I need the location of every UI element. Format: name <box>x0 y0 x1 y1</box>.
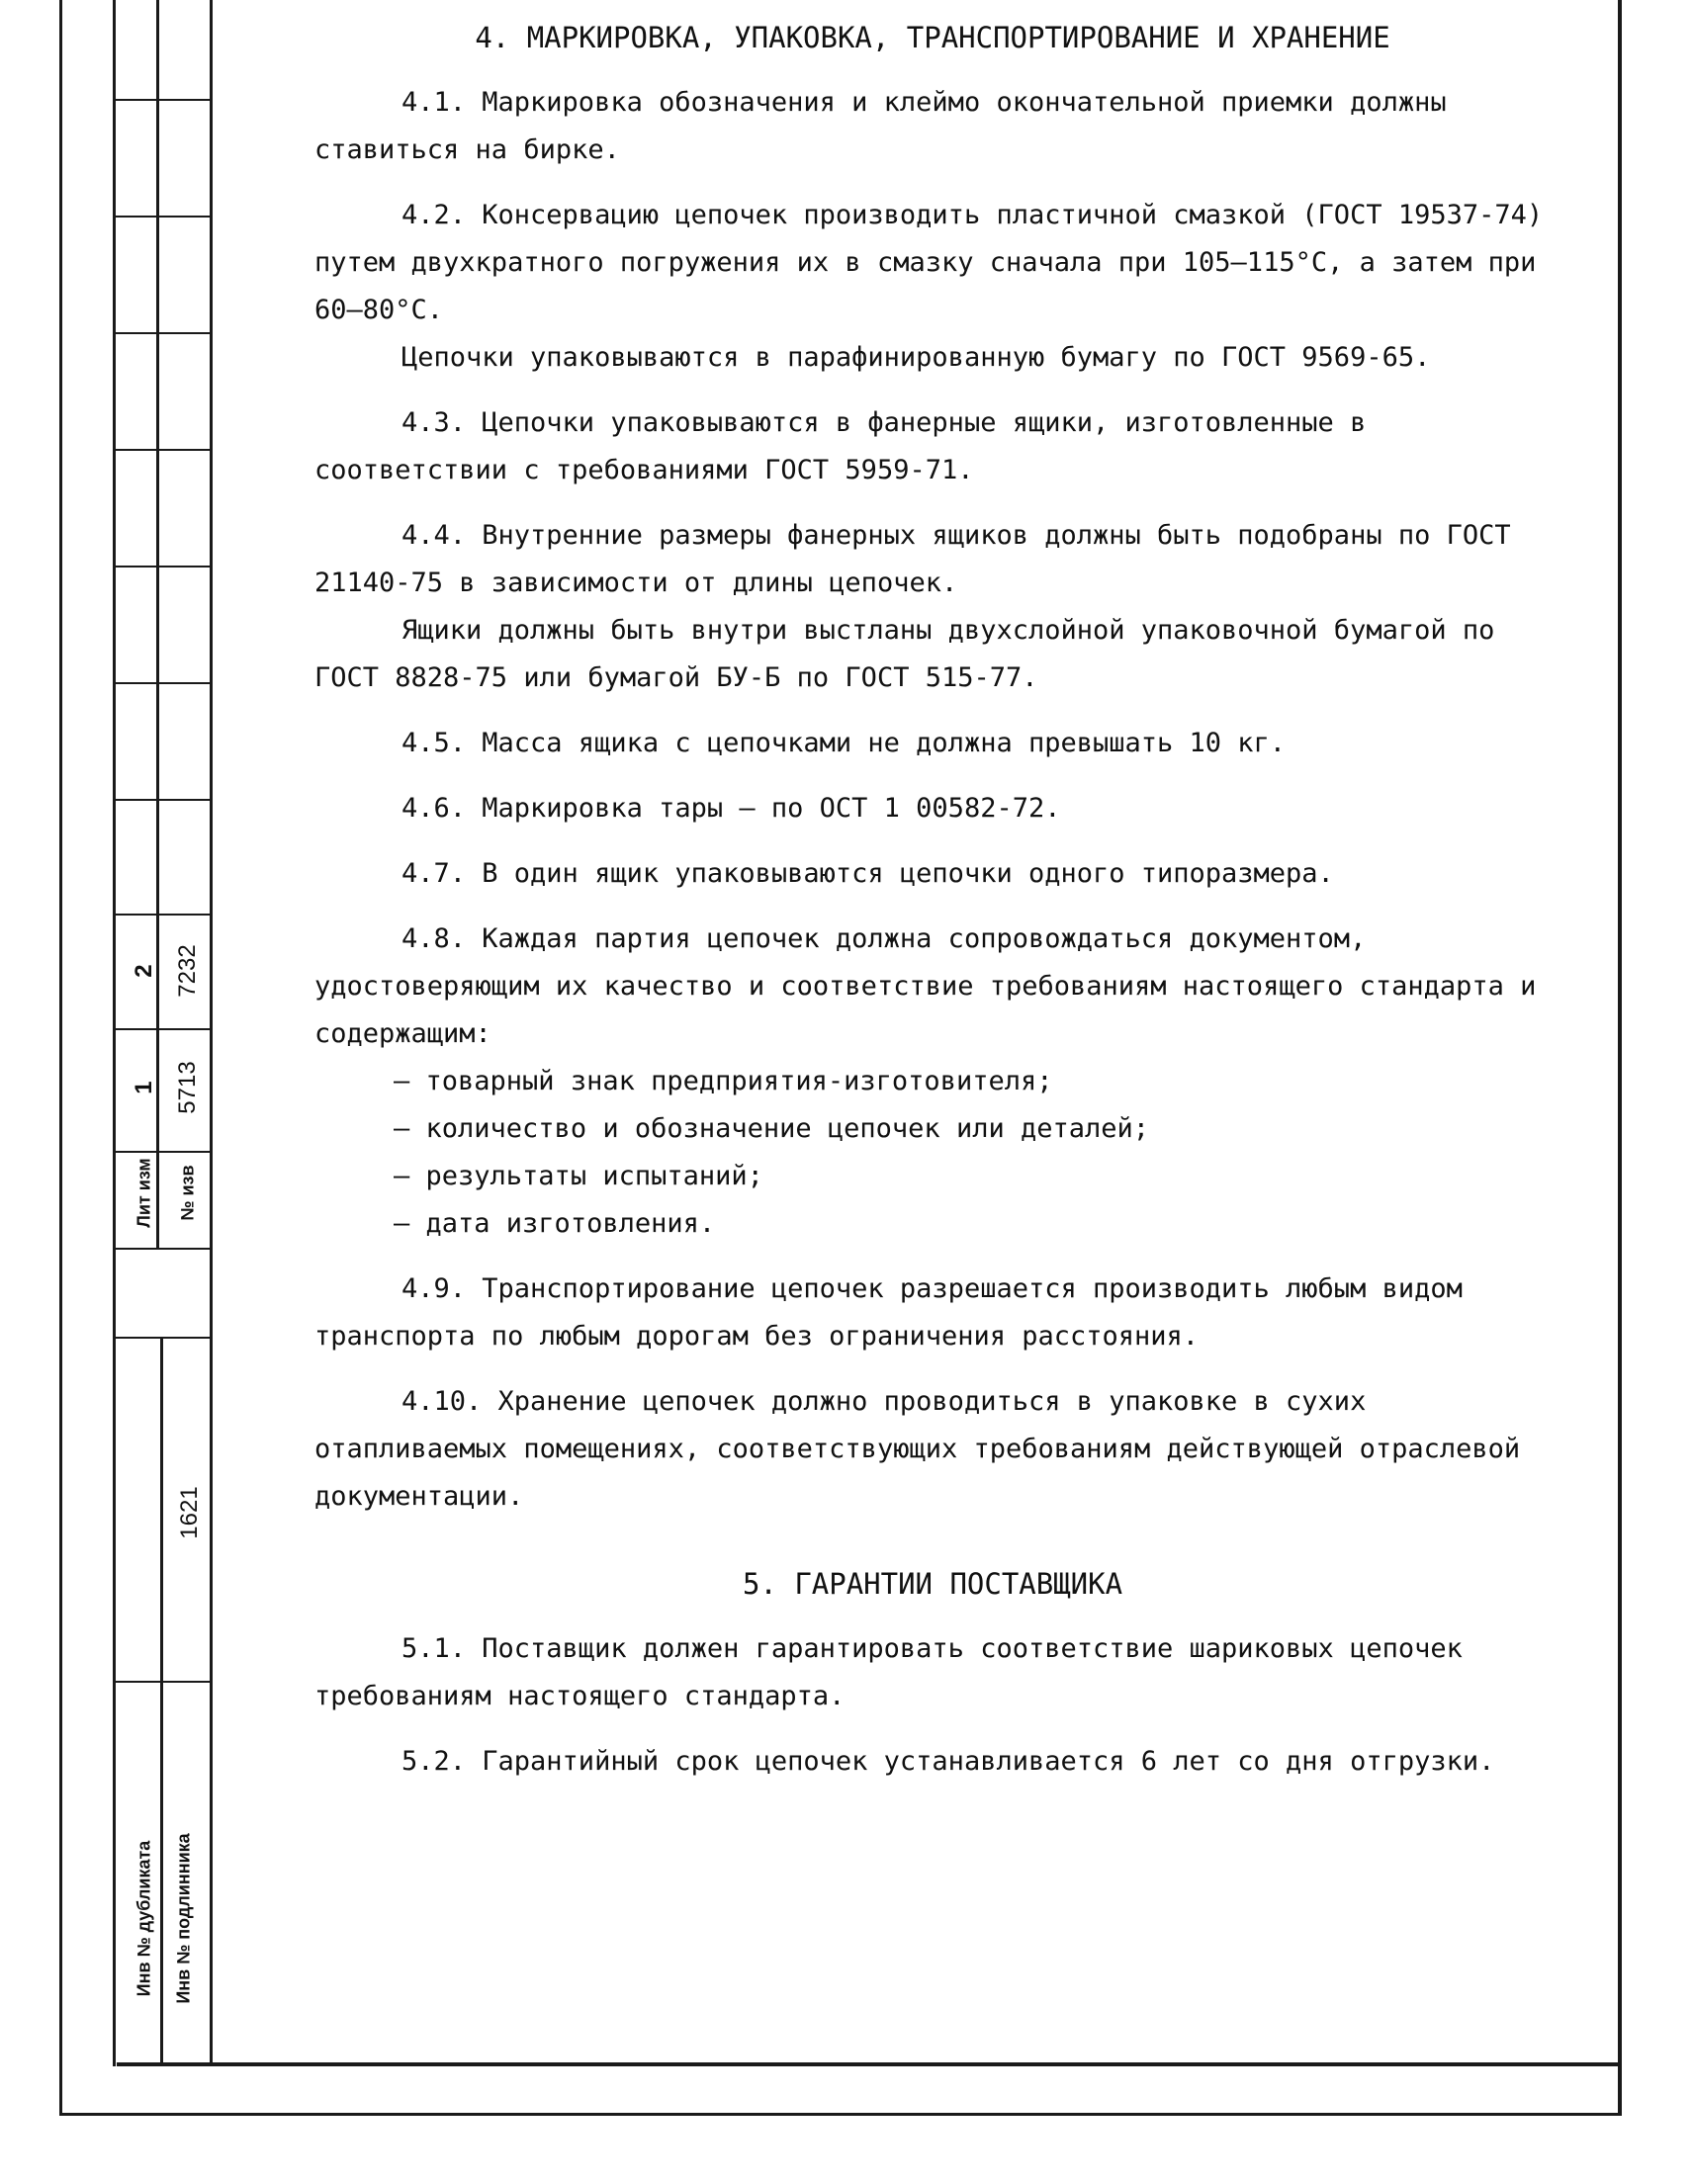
stamp-grid-line <box>113 449 210 451</box>
list-item: – дата изготовления. <box>394 1200 1551 1248</box>
paragraph-4-9: 4.9. Транспортирование цепочек разрешается производить любым видом транспорта по любым дорогам без ограничения расстояния. <box>314 1273 1463 1352</box>
stamp-col-line-1 <box>113 0 116 2066</box>
paragraph-4-2b: Цепочки упаковываются в парафинированную бумагу по ГОСТ 9569-65. <box>401 342 1431 373</box>
stamp-grid-line <box>113 216 210 218</box>
paragraph-4-7: 4.7. В один ящик упаковываются цепочки одного типоразмера. <box>401 858 1334 889</box>
stamp-grid-line <box>113 799 210 801</box>
stamp-grid-line <box>113 332 210 334</box>
paragraph-5-2: 5.2. Гарантийный срок цепочек устанавливается 6 лет со дня отгрузки. <box>401 1746 1495 1777</box>
stamp-col-line-3 <box>210 0 213 2066</box>
frame-inner-bottom-border <box>117 2062 1618 2066</box>
stamp-inv-dublikat: Инв № дубликата <box>134 1840 154 1997</box>
frame-bottom-border <box>59 2113 1622 2116</box>
paragraph-4-6: 4.6. Маркировка тары – по ОСТ 1 00582-72. <box>401 793 1061 824</box>
document-body <box>314 14 1551 1786</box>
paragraph-4-3: 4.3. Цепочки упаковываются в фанерные ящики, изготовленные в соответствии с требованиями ГОСТ 5959-71. <box>314 407 1367 485</box>
stamp-cell-1: 1 <box>131 1081 157 1094</box>
frame-right-border <box>1618 0 1622 2116</box>
stamp-cell-2: 2 <box>131 964 157 978</box>
stamp-grid-line <box>113 682 210 684</box>
stamp-cell-5713: 5713 <box>174 1061 201 1114</box>
stamp-cell-lit-izm: Лит изм <box>134 1158 154 1228</box>
paragraph-4-4: 4.4. Внутренние размеры фанерных ящиков должны быть подобраны по ГОСТ 21140-75 в зависимости от длины цепочек. <box>314 520 1511 598</box>
stamp-grid-line <box>113 1337 210 1339</box>
stamp-grid-line <box>113 566 210 568</box>
stamp-grid-line <box>113 1681 210 1683</box>
paragraph-4-5: 4.5. Масса ящика с цепочками не должна превышать 10 кг. <box>401 728 1287 758</box>
list-item: – результаты испытаний; <box>394 1153 1551 1200</box>
paragraph-4-8: 4.8. Каждая партия цепочек должна сопровождаться документом, удостоверяющим их качество и соответствие требованиям настоящего стандарта и содержащим: <box>314 923 1537 1049</box>
stamp-cell-7232: 7232 <box>174 944 201 998</box>
stamp-cell-1621: 1621 <box>176 1486 203 1539</box>
section-5-title: 5. ГАРАНТИИ ПОСТАВЩИКА <box>742 1567 1123 1601</box>
list-item: – количество и обозначение цепочек или деталей; <box>394 1105 1551 1153</box>
stamp-grid-line <box>113 99 210 101</box>
paragraph-4-2: 4.2. Консервацию цепочек производить пластичной смазкой (ГОСТ 19537-74) путем двухкратного погружения их в смазку сначала при 105–115°С, а затем при 60–80°С. <box>314 200 1544 325</box>
list-item: – товарный знак предприятия-изготовителя; <box>394 1058 1551 1105</box>
frame-left-border <box>59 0 62 2116</box>
stamp-inv-podlinnik: Инв № подлинника <box>173 1833 194 2004</box>
stamp-grid-line <box>113 1028 210 1030</box>
stamp-cell-no-izv: № изв <box>177 1165 198 1221</box>
paragraph-4-1: 4.1. Маркировка обозначения и клеймо окончательной приемки должны ставиться на бирке. <box>314 87 1447 165</box>
list-4-8 <box>314 1058 1551 1248</box>
stamp-col-line-2b <box>160 1337 163 2066</box>
paragraph-4-4b: Ящики должны быть внутри выстланы двухслойной упаковочной бумагой по ГОСТ 8828-75 или бумагой БУ-Б по ГОСТ 515-77. <box>314 615 1495 693</box>
section-4-title: 4. МАРКИРОВКА, УПАКОВКА, ТРАНСПОРТИРОВАНИЕ И ХРАНЕНИЕ <box>475 21 1390 54</box>
stamp-grid-line <box>113 914 210 916</box>
paragraph-5-1: 5.1. Поставщик должен гарантировать соответствие шариковых цепочек требованиям настоящего стандарта. <box>314 1633 1463 1711</box>
paragraph-4-10: 4.10. Хранение цепочек должно проводиться в упаковке в сухих отапливаемых помещениях, соответствующих требованиям действующей отраслевой документации. <box>314 1386 1521 1512</box>
